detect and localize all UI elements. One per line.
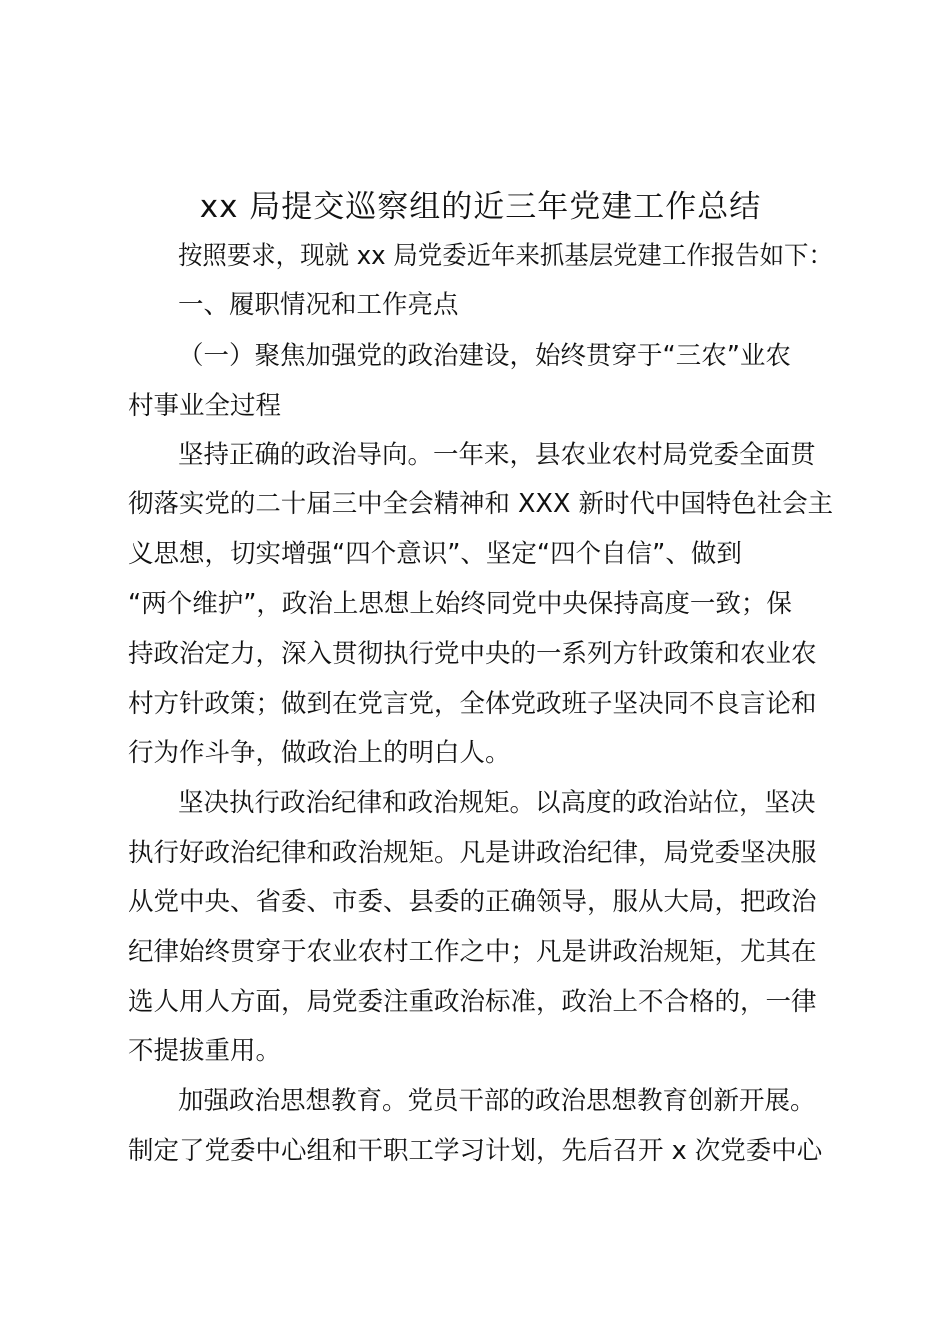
paragraph-line: 彻落实党的二十届三中全会精神和 XXX 新时代中国特色社会主 <box>128 489 834 519</box>
paragraph-line: 制定了党委中心组和干职工学习计划，先后召开 x 次党委中心 <box>128 1136 823 1166</box>
paragraph-line: 加强政治思想教育。党员干部的政治思想教育创新开展。 <box>178 1086 816 1116</box>
paragraph-line: 不提拔重用。 <box>128 1036 282 1066</box>
paragraph-line: 村方针政策；做到在党言党，全体党政班子坚决同不良言论和 <box>128 689 817 719</box>
paragraph-line: 坚决执行政治纪律和政治规矩。以高度的政治站位，坚决 <box>178 788 816 818</box>
subsection-heading-line: 村事业全过程 <box>128 391 282 421</box>
paragraph-line: 纪律始终贯穿于农业农村工作之中；凡是讲政治规矩，尤其在 <box>128 937 817 967</box>
paragraph-line: 选人用人方面，局党委注重政治标准，政治上不合格的，一律 <box>128 987 817 1017</box>
paragraph-line: 行为作斗争，做政治上的明白人。 <box>128 738 511 768</box>
paragraph-line: 坚持正确的政治导向。一年来，县农业农村局党委全面贯 <box>178 440 816 470</box>
paragraph-line: 执行好政治纪律和政治规矩。凡是讲政治纪律，局党委坚决服 <box>128 838 817 868</box>
paragraph-line: 义思想，切实增强“四个意识”、坚定“四个自信”、做到 <box>128 539 742 569</box>
paragraph-line: “两个维护”，政治上思想上始终同党中央保持高度一致；保 <box>128 589 792 619</box>
document-title: xx 局提交巡察组的近三年党建工作总结 <box>199 189 762 225</box>
section-heading: 一、履职情况和工作亮点 <box>178 290 459 320</box>
paragraph-line: 从党中央、省委、市委、县委的正确领导，服从大局，把政治 <box>128 887 817 917</box>
subsection-heading-line: （一）聚焦加强党的政治建设，始终贯穿于“三农”业农 <box>178 341 791 371</box>
paragraph-line: 持政治定力，深入贯彻执行党中央的一系列方针政策和农业农 <box>128 639 817 669</box>
intro-paragraph-line: 按照要求，现就 xx 局党委近年来抓基层党建工作报告如下： <box>178 241 833 271</box>
